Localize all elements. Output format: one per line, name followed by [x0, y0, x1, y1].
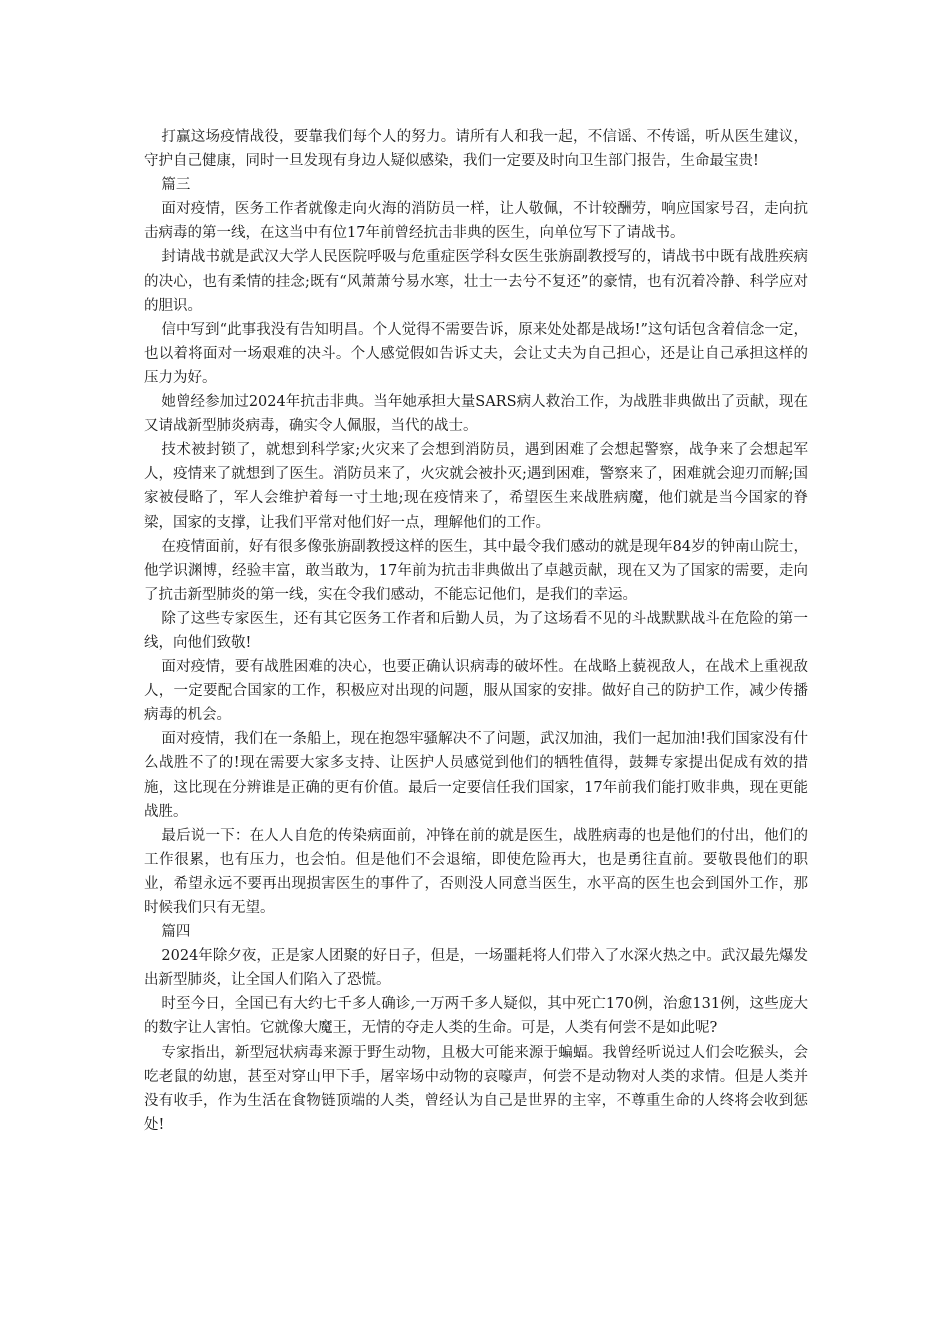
paragraph: 面对疫情，要有战胜困难的决心，也要正确认识病毒的破坏性。在战略上藐视敌人，在战术上重视敌人，一定要配合国家的工作，积极应对出现的问题，服从国家的安排。做好自己的防护工作，减少传播病毒的机会。 — [144, 659, 808, 724]
paragraph: 最后说一下：在人人自危的传染病面前，冲锋在前的就是医生，战胜病毒的也是他们的付出，他们的工作很累，也有压力，也会怕。但是他们不会退缩，即使危险再大，也是勇往直前。要敬畏他们的职业，希望永远不要再出现损害医生的事件了，否则没人同意当医生，水平高的医生也会到国外工作，那时候我们只有无望。 — [144, 827, 808, 916]
section-heading: 篇三 — [161, 177, 191, 194]
paragraph: 打赢这场疫情战役，要靠我们每个人的努力。请所有人和我一起，不信谣、不传谣，听从医生建议，守护自己健康，同时一旦发现有身边人疑似感染，我们一定要及时向卫生部门报告，生命最宝贵! — [144, 129, 808, 170]
paragraph: 专家指出，新型冠状病毒来源于野生动物，且极大可能来源于蝙蝠。我曾经听说过人们会吃猴头，会吃老鼠的幼崽，甚至对穿山甲下手，屠宰场中动物的哀嚎声，何尝不是动物对人类的求情。但是人类并没有收手，作为生活在食物链顶端的人类，曾经认为自己是世界的主宰，不尊重生命的人终将会收到惩处! — [144, 1044, 808, 1133]
paragraph: 技术被封锁了，就想到科学家;火灾来了会想到消防员，遇到困难了会想起警察，战争来了会想起军人，疫情来了就想到了医生。消防员来了，火灾就会被扑灭;遇到困难，警察来了，困难就会迎刃而解;国家被侵略了，军人会维护着每一寸土地;现在疫情来了，希望医生来战胜病魔，他们就是当今国家的脊梁，国家的支撑，让我们平常对他们好一点，理解他们的工作。 — [144, 442, 808, 531]
paragraph: 面对疫情，医务工作者就像走向火海的消防员一样，让人敬佩，不计较酬劳，响应国家号召，走向抗击病毒的第一线，在这当中有位17年前曾经抗击非典的医生，向单位写下了请战书。 — [144, 201, 808, 242]
paragraph: 除了这些专家医生，还有其它医务工作者和后勤人员，为了这场看不见的斗战默默战斗在危险的第一线，向他们致敬! — [144, 610, 808, 651]
paragraph: 面对疫情，我们在一条船上，现在抱怨牢骚解决不了问题，武汉加油，我们一起加油!我们国家没有什么战胜不了的!现在需要大家多支持、让医护人员感觉到他们的牺牲值得，鼓舞专家提出促成有效的措施，这比现在分辨谁是正确的更有价值。最后一定要信任我们国家，17年前我们能打败非典，现在更能战胜。 — [144, 731, 808, 820]
paragraph: 2024年除夕夜，正是家人团聚的好日子，但是，一场噩耗将人们带入了水深火热之中。武汉最先爆发出新型肺炎，让全国人们陷入了恐慌。 — [144, 948, 808, 989]
paragraph: 她曾经参加过2024年抗击非典。当年她承担大量SARS病人救治工作，为战胜非典做出了贡献，现在又请战新型肺炎病毒，确实令人佩服，当代的战士。 — [144, 394, 808, 435]
paragraph: 在疫情面前，好有很多像张旃副教授这样的医生，其中最令我们感动的就是现年84岁的钟南山院士，他学识渊博，经验丰富，敢当敢为，17年前为抗击非典做出了卓越贡献，现在又为了国家的需要，走向了抗击新型肺炎的第一线，实在令我们感动，不能忘记他们，是我们的幸运。 — [144, 538, 808, 603]
paragraph: 时至今日，全国已有大约七千多人确诊,一万两千多人疑似，其中死亡170例，治愈131例，这些庞大的数字让人害怕。它就像大魔王，无情的夺走人类的生命。可是，人类有何尝不是如此呢? — [144, 996, 808, 1037]
paragraph: 封请战书就是武汉大学人民医院呼吸与危重症医学科女医生张旃副教授写的，请战书中既有战胜疾病的决心，也有柔情的挂念;既有“风萧萧兮易水寒，壮士一去兮不复还”的豪情，也有沉着冷静、科学应对的胆识。 — [144, 249, 808, 314]
section-heading: 篇四 — [161, 924, 191, 941]
paragraph: 信中写到“此事我没有告知明昌。个人觉得不需要告诉，原来处处都是战场!”这句话包含着信念一定，也以着将面对一场艰难的决斗。个人感觉假如告诉丈夫，会让丈夫为自己担心，还是让自己承担这样的压力为好。 — [144, 321, 808, 386]
document-body — [144, 125, 808, 1137]
